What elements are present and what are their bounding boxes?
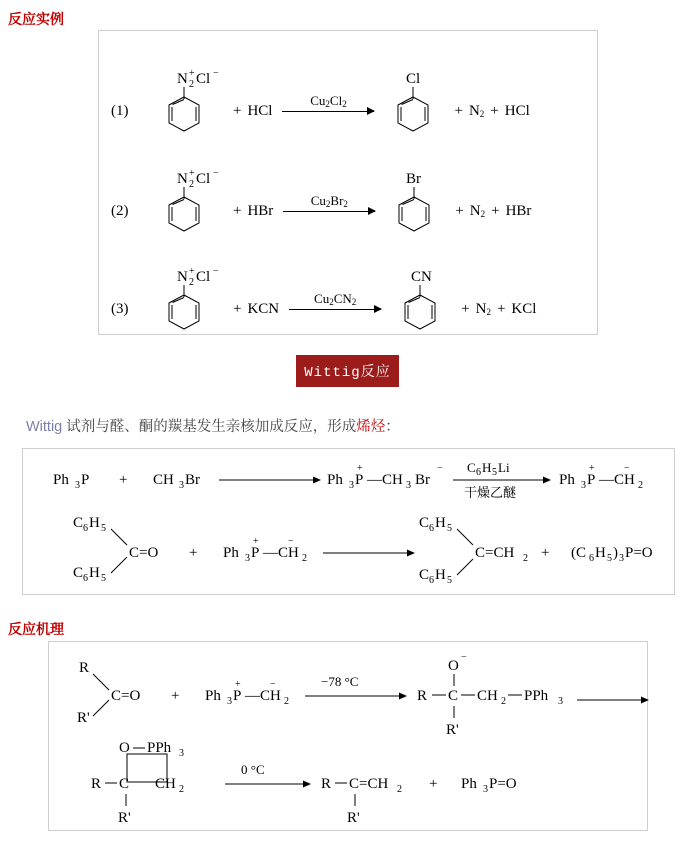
byproduct-label: $N_2$	[469, 202, 486, 219]
plus-sign: +	[461, 300, 470, 317]
wittig-equations-panel	[22, 448, 675, 595]
svg-text:P=O: P=O	[625, 545, 653, 561]
svg-text:P: P	[355, 472, 364, 488]
mechanism-panel	[48, 641, 648, 831]
svg-text:干燥乙醚: 干燥乙醚	[464, 485, 517, 500]
svg-text:3: 3	[483, 784, 488, 795]
svg-text:Cl: Cl	[196, 71, 211, 87]
svg-text:H: H	[435, 567, 446, 583]
svg-text:−78 °C: −78 °C	[321, 674, 359, 689]
reagent-label: KCN	[247, 300, 280, 317]
svg-text:6: 6	[429, 523, 434, 534]
wittig-reaction-badge: Wittig反应	[296, 355, 399, 387]
svg-text:2: 2	[302, 553, 307, 564]
svg-text:6: 6	[83, 573, 88, 584]
svg-text:Br: Br	[185, 472, 200, 488]
svg-text:3: 3	[245, 553, 250, 564]
svg-text:R: R	[91, 776, 102, 792]
svg-text:C=CH: C=CH	[475, 545, 515, 561]
svg-text:—CH: —CH	[245, 688, 281, 704]
wittig-equation-2	[23, 509, 676, 589]
reactant-structure	[155, 264, 225, 354]
svg-text:3: 3	[227, 696, 232, 707]
mechanism-step-2	[49, 740, 649, 826]
svg-text:PPh: PPh	[147, 740, 172, 756]
svg-text:P=O: P=O	[489, 776, 517, 792]
svg-text:3: 3	[349, 480, 354, 491]
svg-text:6: 6	[476, 467, 481, 478]
svg-text:CN: CN	[411, 269, 432, 285]
svg-text:−: −	[624, 463, 630, 474]
svg-text:3: 3	[406, 480, 411, 491]
svg-text:−: −	[213, 266, 219, 277]
svg-text:P: P	[233, 688, 242, 704]
svg-text:Ph: Ph	[205, 688, 221, 704]
svg-text:R': R'	[347, 810, 360, 826]
svg-text:3: 3	[581, 480, 586, 491]
svg-text:C: C	[73, 565, 84, 581]
svg-text:Cl: Cl	[406, 71, 421, 87]
svg-text:O: O	[119, 740, 130, 756]
reaction-arrow	[283, 192, 375, 212]
svg-text:—CH: —CH	[599, 472, 635, 488]
svg-text:Ph: Ph	[461, 776, 477, 792]
svg-text:2: 2	[397, 784, 402, 795]
svg-text:+: +	[171, 688, 180, 704]
svg-text:6: 6	[429, 575, 434, 586]
plus-sign: +	[490, 102, 499, 119]
svg-text:0 °C: 0 °C	[241, 762, 265, 777]
svg-text:R': R'	[118, 810, 131, 826]
svg-text:5: 5	[447, 523, 452, 534]
svg-text:3: 3	[558, 696, 563, 707]
svg-text:6: 6	[589, 553, 594, 564]
svg-text:2: 2	[189, 277, 194, 288]
reaction-number: (3)	[111, 300, 129, 317]
svg-text:H: H	[595, 545, 606, 561]
svg-text:+: +	[119, 472, 128, 488]
wittig-description-part2: 试剂与醛、酮的羰基发生亲核加成反应，形成	[62, 419, 357, 435]
reaction-row	[111, 66, 530, 156]
section-heading-mechanism: 反应机理	[8, 621, 64, 637]
catalyst-label: $Cu_2CN_2$	[314, 290, 357, 307]
svg-text:2: 2	[501, 696, 506, 707]
svg-text:(C: (C	[571, 545, 586, 561]
byproduct-label: HCl	[504, 102, 530, 119]
svg-text:P: P	[251, 545, 260, 561]
svg-text:−: −	[213, 168, 219, 179]
reaction-number: (2)	[111, 202, 129, 219]
svg-text:2: 2	[189, 179, 194, 190]
svg-text:CH: CH	[155, 776, 176, 792]
svg-text:+: +	[357, 463, 363, 474]
svg-text:+: +	[189, 68, 195, 79]
byproduct-label: KCl	[511, 300, 537, 317]
svg-text:C: C	[419, 567, 430, 583]
catalyst-label: $Cu_2Cl_2$	[310, 92, 347, 109]
svg-text:−: −	[437, 463, 443, 474]
wittig-equation-1	[23, 459, 676, 509]
plus-sign: +	[491, 202, 500, 219]
wittig-description-highlight: 烯烃	[356, 419, 386, 435]
svg-text:2: 2	[523, 553, 528, 564]
svg-text:P: P	[587, 472, 596, 488]
svg-text:+: +	[189, 545, 198, 561]
svg-text:Br: Br	[406, 171, 422, 187]
reaction-row	[111, 166, 531, 256]
svg-text:H: H	[89, 515, 100, 531]
svg-text:2: 2	[189, 79, 194, 90]
svg-text:+: +	[189, 266, 195, 277]
svg-text:—CH: —CH	[263, 545, 299, 561]
svg-text:3: 3	[619, 553, 624, 564]
svg-text:+: +	[189, 168, 195, 179]
svg-text:R: R	[79, 660, 90, 676]
reaction-row	[111, 264, 536, 354]
svg-text:R': R'	[446, 722, 459, 738]
mechanism-step-1	[49, 650, 649, 740]
svg-text:Br: Br	[415, 472, 430, 488]
svg-text:−: −	[270, 679, 276, 690]
svg-text:CH: CH	[153, 472, 174, 488]
svg-text:C: C	[119, 776, 130, 792]
svg-text:R: R	[321, 776, 332, 792]
reagent-label: HCl	[247, 102, 273, 119]
svg-text:−: −	[213, 68, 219, 79]
reaction-examples-panel	[98, 30, 598, 335]
svg-text:Ph: Ph	[223, 545, 239, 561]
plus-sign: +	[233, 202, 242, 219]
svg-text:O: O	[448, 658, 459, 674]
svg-text:Ph: Ph	[327, 472, 343, 488]
svg-text:5: 5	[607, 553, 612, 564]
svg-text:5: 5	[101, 573, 106, 584]
svg-text:+: +	[541, 545, 550, 561]
svg-text:N: N	[177, 71, 188, 87]
product-structure	[384, 66, 448, 156]
svg-text:2: 2	[179, 784, 184, 795]
plus-sign: +	[233, 102, 242, 119]
svg-text:Cl: Cl	[196, 269, 211, 285]
plus-sign: +	[496, 300, 506, 317]
svg-text:+: +	[253, 536, 259, 547]
svg-text:C: C	[448, 688, 459, 704]
svg-text:5: 5	[492, 467, 497, 478]
byproduct-label: HBr	[505, 202, 532, 219]
svg-text:2: 2	[638, 480, 643, 491]
svg-text:Ph: Ph	[53, 472, 69, 488]
plus-sign: +	[454, 102, 463, 119]
reaction-arrow	[282, 92, 374, 112]
svg-text:+: +	[429, 776, 438, 792]
wittig-description-part1: Wittig	[26, 419, 63, 435]
svg-text:C=CH: C=CH	[349, 776, 389, 792]
svg-text:N: N	[177, 171, 188, 187]
product-structure	[385, 166, 449, 256]
wittig-description-part3: ：	[385, 419, 400, 435]
svg-text:Li: Li	[498, 460, 510, 475]
svg-text:R': R'	[77, 710, 90, 726]
svg-text:−: −	[461, 652, 467, 663]
svg-text:Ph: Ph	[559, 472, 575, 488]
svg-text:Cl: Cl	[196, 171, 211, 187]
wittig-description	[26, 415, 400, 436]
plus-sign: +	[233, 300, 242, 317]
svg-text:+: +	[235, 679, 241, 690]
reactant-structure	[155, 66, 225, 156]
svg-text:6: 6	[83, 523, 88, 534]
svg-text:5: 5	[101, 523, 106, 534]
plus-sign: +	[455, 202, 464, 219]
svg-text:3: 3	[179, 480, 184, 491]
reaction-number: (1)	[111, 102, 129, 119]
svg-text:): )	[613, 545, 618, 561]
reactant-structure	[155, 166, 225, 256]
svg-text:C: C	[73, 515, 84, 531]
product-structure	[391, 264, 455, 354]
svg-text:−: −	[288, 536, 294, 547]
svg-text:2: 2	[284, 696, 289, 707]
svg-text:C=O: C=O	[129, 545, 159, 561]
reagent-label: HBr	[247, 202, 274, 219]
catalyst-label: $Cu_2Br_2$	[310, 192, 348, 209]
svg-text:C: C	[467, 460, 476, 475]
svg-text:H: H	[89, 565, 100, 581]
svg-text:3: 3	[75, 480, 80, 491]
byproduct-label: $N_2$	[468, 102, 485, 119]
byproduct-label: $N_2$	[475, 300, 491, 317]
svg-text:3: 3	[179, 748, 184, 759]
svg-text:+: +	[589, 463, 595, 474]
section-heading-examples: 反应实例	[8, 11, 64, 27]
svg-text:R: R	[417, 688, 428, 704]
svg-text:5: 5	[447, 575, 452, 586]
reaction-arrow	[289, 290, 381, 310]
svg-text:P: P	[81, 472, 90, 488]
svg-text:CH: CH	[477, 688, 498, 704]
svg-text:—CH: —CH	[367, 472, 403, 488]
svg-text:C: C	[419, 515, 430, 531]
svg-text:H: H	[435, 515, 446, 531]
svg-text:H: H	[482, 460, 492, 475]
svg-text:N: N	[177, 269, 188, 285]
svg-text:C=O: C=O	[111, 688, 141, 704]
svg-text:PPh: PPh	[524, 688, 549, 704]
